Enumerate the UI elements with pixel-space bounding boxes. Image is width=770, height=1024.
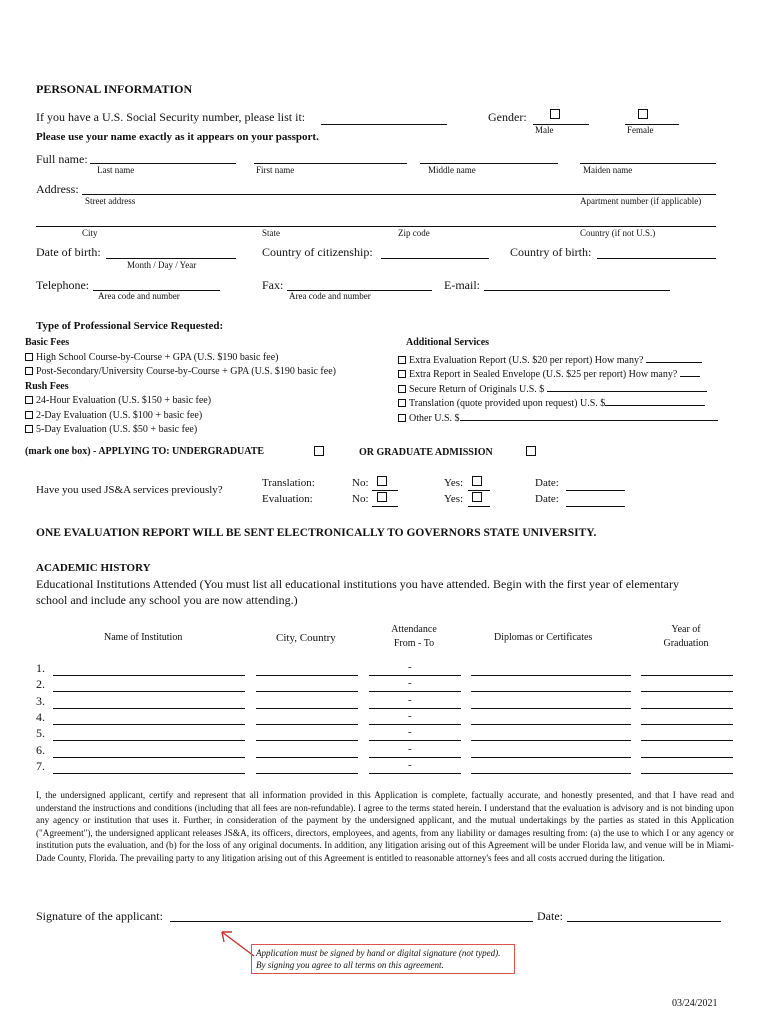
state-caption: State (262, 228, 280, 238)
attendance-input[interactable] (369, 724, 461, 725)
city-country-input[interactable] (256, 773, 358, 774)
translation-label: Translation: (262, 477, 315, 489)
attendance-input[interactable] (369, 708, 461, 709)
translation-no-label: No: (352, 477, 369, 489)
academic-instructions-2: school and include any school you are now attending.) (36, 593, 298, 607)
graduation-year-input[interactable] (641, 773, 733, 774)
institution-input[interactable] (53, 691, 245, 692)
institution-input[interactable] (53, 740, 245, 741)
previous-question: Have you used JS&A services previously? (36, 484, 223, 496)
attendance-dash: - (408, 758, 412, 771)
checkbox-icon[interactable] (25, 425, 33, 433)
attendance-dash: - (408, 726, 412, 739)
middle-name-input[interactable] (420, 163, 558, 164)
row-number: 2. (36, 677, 45, 692)
legal-certification: I, the undersigned applicant, certify and represent that all information provided in this Application is complete, factually accurate, and honestly presented, and that I have read and understand the instructions and conditions (including that all fees are non-refundable). I agree to the terms stated herein. I understand that the evaluation is advisory and is not binding upon any agency or institution that uses it. Further, in consideration of the payment by the undersigned applicant, and the mutual undertakings by the parties as stated in this Application ("Agreement"), the undersigned applicant releases JS&A, its officers, directors, employees, and agents, from any liability or damages resulting from: (a) the use to which I or any agency or institution puts the evaluation, and (b) for the loss of any original documents. In addition, any litigation arising out of this Agreement will be under Florida law, and venue will be in Miami-Dade County, Florida. The prevailing party to any litigation arising out of this Agreement is entitled to reasonable attorney's fees and all costs accrued during the litigation. (36, 790, 734, 863)
graduation-year-input[interactable] (641, 757, 733, 758)
services-heading: Type of Professional Service Requested: (36, 320, 224, 332)
row-number: 1. (36, 661, 45, 675)
attendance-input[interactable] (369, 691, 461, 692)
diploma-input[interactable] (471, 773, 631, 774)
graduation-year-input[interactable] (641, 691, 733, 692)
zip-caption: Zip code (398, 228, 430, 238)
footer-date: 03/24/2021 (672, 998, 718, 1009)
diploma-input[interactable] (471, 675, 631, 676)
checkbox-icon[interactable] (25, 396, 33, 404)
signature-input[interactable] (170, 921, 533, 922)
checkbox-icon[interactable] (398, 370, 406, 378)
other-amount-input[interactable] (460, 409, 718, 421)
undergraduate-checkbox[interactable] (314, 446, 324, 456)
full-name-label: Full name: (36, 152, 88, 166)
attendance-input[interactable] (369, 675, 461, 676)
city-caption: City (82, 228, 98, 238)
basic-fees-heading: Basic Fees (25, 337, 70, 348)
male-checkbox[interactable] (550, 109, 560, 119)
personal-heading: PERSONAL INFORMATION (36, 82, 193, 96)
telephone-caption: Area code and number (98, 291, 180, 301)
attendance-dash: - (408, 693, 412, 706)
graduation-year-input[interactable] (641, 708, 733, 709)
graduation-year-input[interactable] (641, 740, 733, 741)
citizenship-label: Country of citizenship: (262, 245, 373, 259)
sealed-count-input[interactable] (680, 365, 700, 377)
additional-option-secure-return[interactable]: Secure Return of Originals U.S. $ (398, 380, 718, 395)
attendance-dash: - (408, 709, 412, 722)
checkbox-icon[interactable] (398, 356, 406, 364)
city-state-zip-input[interactable] (36, 226, 716, 227)
city-country-input[interactable] (256, 757, 358, 758)
col-year-line2: Graduation (663, 638, 709, 649)
row-number: 6. (36, 742, 45, 757)
checkbox-icon[interactable] (25, 367, 33, 375)
evaluation-yes-line (468, 506, 490, 507)
translation-no-line (372, 490, 398, 491)
dob-input[interactable] (106, 258, 236, 259)
maiden-name-input[interactable] (580, 163, 716, 164)
diploma-input[interactable] (471, 691, 631, 692)
attendance-input[interactable] (369, 740, 461, 741)
rush-fees-heading: Rush Fees (25, 380, 69, 392)
additional-services-heading: Additional Services (406, 337, 490, 348)
email-label: E-mail: (444, 278, 480, 292)
fax-caption: Area code and number (289, 291, 371, 301)
fax-label: Fax: (262, 278, 284, 292)
checkbox-icon[interactable] (25, 353, 33, 361)
extra-report-count-input[interactable] (646, 351, 702, 363)
evaluation-label: Evaluation: (262, 493, 313, 505)
translation-date-label: Date: (535, 477, 559, 489)
translation-amount-input[interactable] (605, 394, 705, 406)
email-input[interactable] (484, 290, 670, 291)
diploma-input[interactable] (471, 740, 631, 741)
evaluation-yes-checkbox[interactable] (472, 492, 482, 502)
diploma-input[interactable] (471, 708, 631, 709)
gender-label: Gender: (488, 110, 527, 124)
male-label: Male (535, 125, 554, 135)
evaluation-date-label: Date: (535, 493, 559, 505)
diploma-input[interactable] (471, 757, 631, 758)
last-name-caption: Last name (97, 165, 135, 175)
row-number: 5. (36, 726, 45, 741)
col-attendance-line1: Attendance (391, 624, 437, 635)
graduate-checkbox[interactable] (526, 446, 536, 456)
female-label: Female (627, 125, 654, 135)
col-year-line1: Year of (671, 624, 701, 635)
row-number: 7. (36, 758, 45, 773)
institution-input[interactable] (53, 724, 245, 725)
city-country-input[interactable] (256, 675, 358, 676)
country-caption: Country (if not U.S.) (580, 228, 656, 238)
academic-instructions-1: Educational Institutions Attended (You must list all educational institutions you have attended. Begin with the first year of elementary (36, 577, 679, 591)
signature-label: Signature of the applicant: (36, 909, 163, 923)
citizenship-input[interactable] (381, 258, 489, 259)
translation-yes-label: Yes: (444, 477, 464, 489)
city-country-input[interactable] (256, 740, 358, 741)
graduation-year-input[interactable] (641, 675, 733, 676)
attendance-input[interactable] (369, 773, 461, 774)
dob-format-caption: Month / Day / Year (127, 260, 197, 270)
first-name-caption: First name (256, 165, 295, 175)
rush-option-5-day[interactable]: 5-Day Evaluation (U.S. $50 + basic fee) (25, 423, 336, 438)
row-number: 4. (36, 709, 45, 724)
checkbox-icon[interactable] (398, 399, 406, 407)
attendance-dash: - (408, 742, 412, 755)
signature-date-input[interactable] (567, 921, 721, 922)
basic-option-university[interactable]: Post-Secondary/University Course-by-Course + GPA (U.S. $190 basic fee) (25, 365, 336, 380)
row-number: 3. (36, 693, 45, 708)
attendance-input[interactable] (369, 757, 461, 758)
basic-fees-list (25, 336, 336, 438)
col-attendance (381, 624, 447, 649)
additional-option-extra-report[interactable]: Extra Evaluation Report (U.S. $20 per report) How many? (398, 351, 718, 366)
attendance-dash: - (408, 661, 412, 673)
col-attendance-line2: From - To (393, 638, 435, 649)
evaluation-no-line (372, 506, 398, 507)
last-name-input[interactable] (90, 163, 236, 164)
signature-note: Application must be signed by hand or digital signature (not typed). By signing you agree to all terms on this agreement. (251, 944, 515, 974)
first-name-input[interactable] (254, 163, 407, 164)
signature-date-label: Date: (537, 909, 563, 923)
translation-no-checkbox[interactable] (377, 476, 387, 486)
col-year (650, 624, 722, 649)
city-country-input[interactable] (256, 691, 358, 692)
passport-note: Please use your name exactly as it appears on your passport. (36, 131, 319, 143)
institution-input[interactable] (53, 773, 245, 774)
additional-option-translation[interactable]: Translation (quote provided upon request) U.S. $ (398, 394, 718, 409)
graduate-label: OR GRADUATE ADMISSION (359, 447, 493, 458)
additional-option-sealed-envelope[interactable]: Extra Report in Sealed Envelope (U.S. $25 per report) How many? (398, 365, 718, 380)
checkbox-icon[interactable] (398, 414, 406, 422)
translation-yes-checkbox[interactable] (472, 476, 482, 486)
ssn-input[interactable] (321, 124, 447, 125)
institution-input[interactable] (53, 675, 245, 676)
secure-return-amount-input[interactable] (547, 380, 707, 392)
ssn-label: If you have a U.S. Social Security number, please list it: (36, 110, 306, 124)
electronic-report-notice: ONE EVALUATION REPORT WILL BE SENT ELECTRONICALLY TO GOVERNORS STATE UNIVERSITY. (36, 527, 597, 539)
diploma-input[interactable] (471, 724, 631, 725)
col-institution: Name of Institution (104, 632, 183, 643)
telephone-label: Telephone: (36, 278, 90, 292)
additional-services-list (398, 336, 718, 423)
city-country-input[interactable] (256, 724, 358, 725)
city-country-input[interactable] (256, 708, 358, 709)
birth-country-label: Country of birth: (510, 245, 592, 259)
apartment-caption: Apartment number (if applicable) (580, 196, 702, 206)
evaluation-date-input[interactable] (566, 506, 625, 507)
evaluation-no-label: No: (352, 493, 369, 505)
translation-date-input[interactable] (566, 490, 625, 491)
street-address-input[interactable] (82, 194, 716, 195)
rush-option-24-hour[interactable]: 24-Hour Evaluation (U.S. $150 + basic fee) (25, 394, 336, 409)
attendance-dash: - (408, 677, 412, 690)
col-diplomas: Diplomas or Certificates (494, 632, 593, 643)
middle-name-caption: Middle name (428, 165, 476, 175)
birth-country-input[interactable] (597, 258, 716, 259)
address-label: Address: (36, 182, 79, 196)
checkbox-icon[interactable] (398, 385, 406, 393)
graduation-year-input[interactable] (641, 724, 733, 725)
basic-option-high-school[interactable]: High School Course-by-Course + GPA (U.S. $190 basic fee) (25, 351, 336, 366)
evaluation-yes-label: Yes: (444, 493, 464, 505)
institution-input[interactable] (53, 708, 245, 709)
additional-option-other[interactable]: Other U.S. $ (398, 409, 718, 424)
checkbox-icon[interactable] (25, 411, 33, 419)
translation-yes-line (468, 490, 490, 491)
academic-heading: ACADEMIC HISTORY (36, 562, 151, 574)
col-city-country: City, Country (276, 632, 336, 644)
rush-option-2-day[interactable]: 2-Day Evaluation (U.S. $100 + basic fee) (25, 409, 336, 424)
applying-label: (mark one box) - APPLYING TO: UNDERGRADUATE (25, 446, 265, 457)
evaluation-no-checkbox[interactable] (377, 492, 387, 502)
institution-input[interactable] (53, 757, 245, 758)
female-checkbox[interactable] (638, 109, 648, 119)
dob-label: Date of birth: (36, 245, 101, 259)
maiden-name-caption: Maiden name (583, 165, 633, 175)
street-address-caption: Street address (85, 196, 136, 206)
